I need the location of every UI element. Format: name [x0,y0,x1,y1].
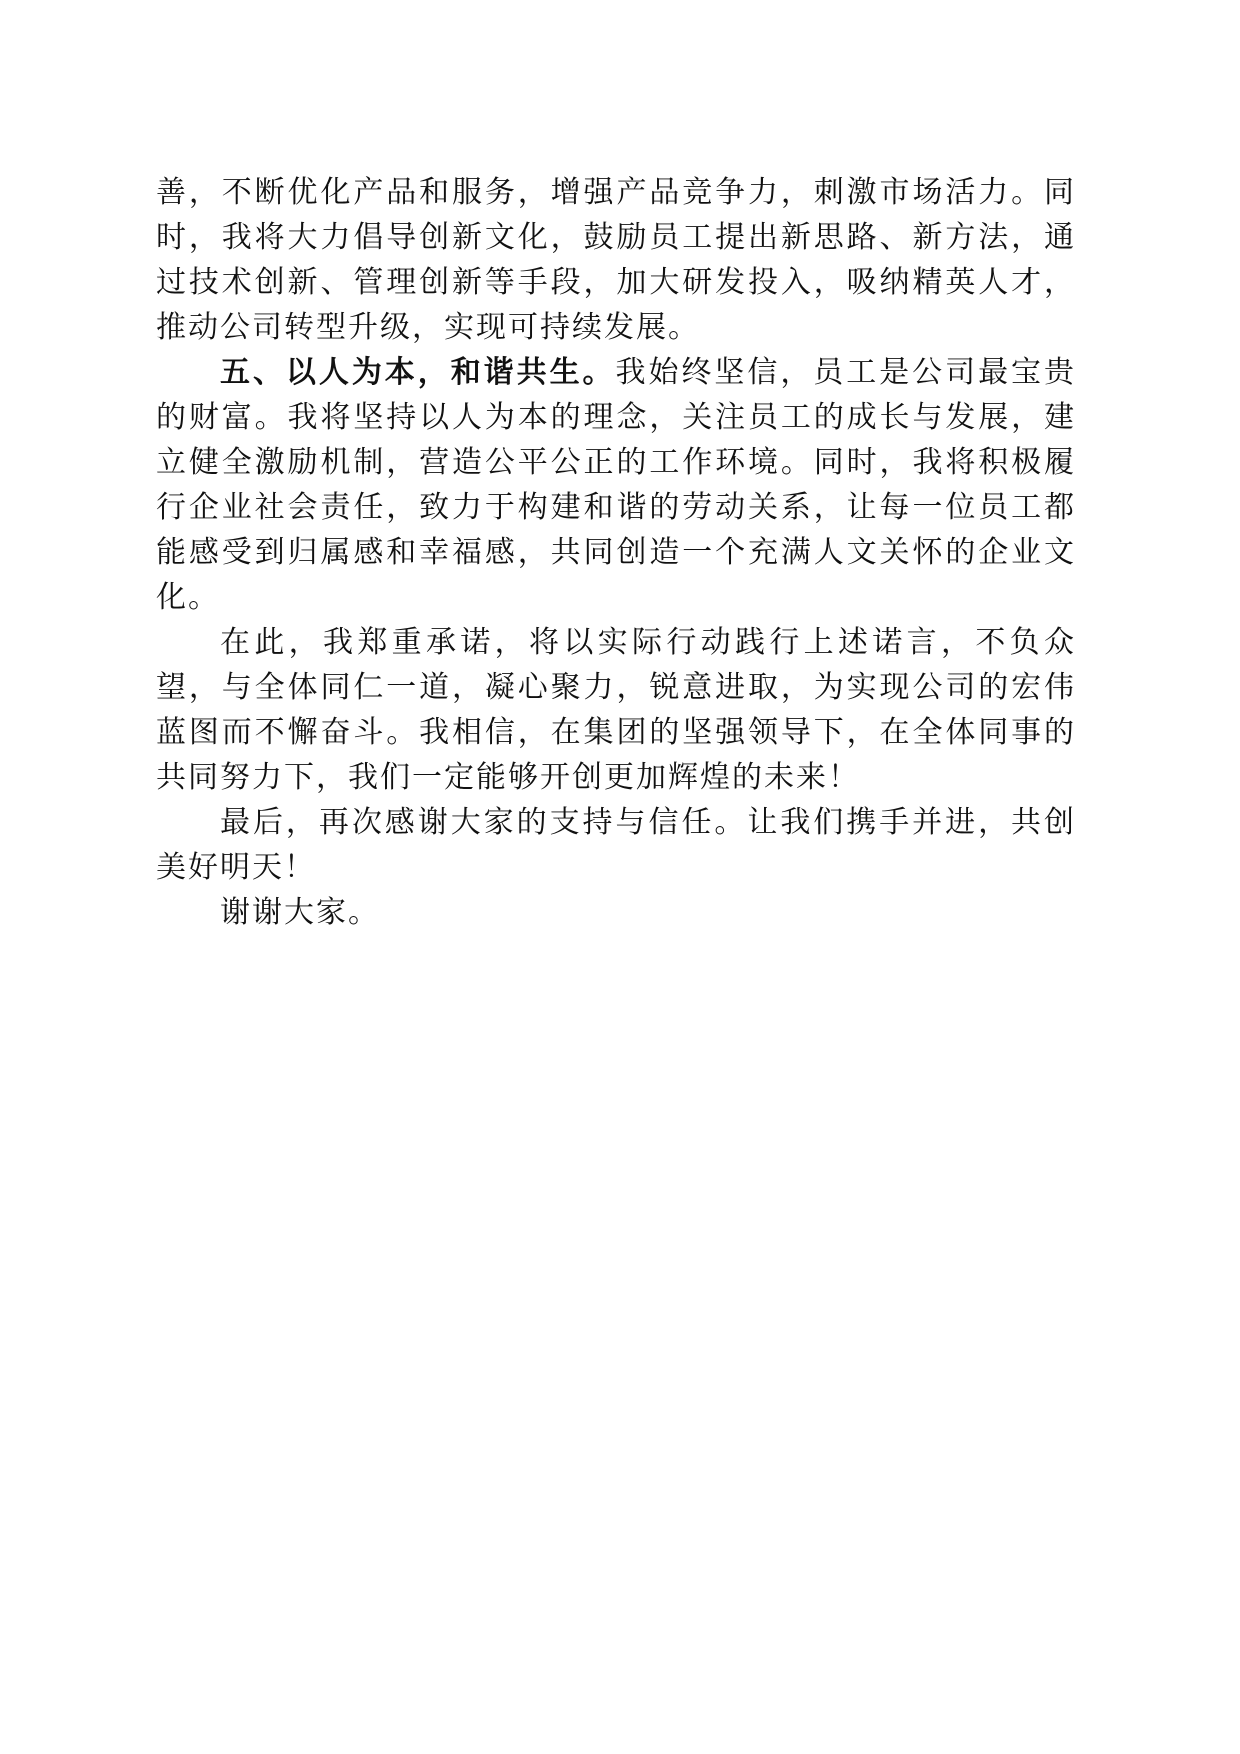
paragraph-commitment [156,620,1076,800]
section-heading: 五、以人为本，和谐共生。 [220,355,616,390]
paragraph-text: 最后，再次感谢大家的支持与信任。让我们携手并进，共创美好明天！ [156,805,1076,885]
paragraph-text: 我始终坚信，员工是公司最宝贵的财富。我将坚持以人为本的理念，关注员工的成长与发展，建立健全激励机制，营造公平公正的工作环境。同时，我将积极履行企业社会责任，致力于构建和谐的劳动关系，让每一位员工都能感受到归属感和幸福感，共同创造一个充满人文关怀的企业文化。 [156,355,1077,615]
paragraph-thanks [156,800,1076,890]
document-body [156,170,1076,935]
paragraph-people-oriented [156,350,1076,620]
paragraph-innovation-continued [156,170,1076,350]
paragraph-closing [156,890,1076,935]
paragraph-text: 在此，我郑重承诺，将以实际行动践行上述诺言，不负众望，与全体同仁一道，凝心聚力，锐意进取，为实现公司的宏伟蓝图而不懈奋斗。我相信，在集团的坚强领导下，在全体同事的共同努力下，我们一定能够开创更加辉煌的未来！ [156,625,1076,795]
paragraph-text: 善，不断优化产品和服务，增强产品竞争力，刺激市场活力。同时，我将大力倡导创新文化，鼓励员工提出新思路、新方法，通过技术创新、管理创新等手段，加大研发投入，吸纳精英人才，推动公司转型升级，实现可持续发展。 [156,175,1076,345]
paragraph-text: 谢谢大家。 [220,895,380,930]
